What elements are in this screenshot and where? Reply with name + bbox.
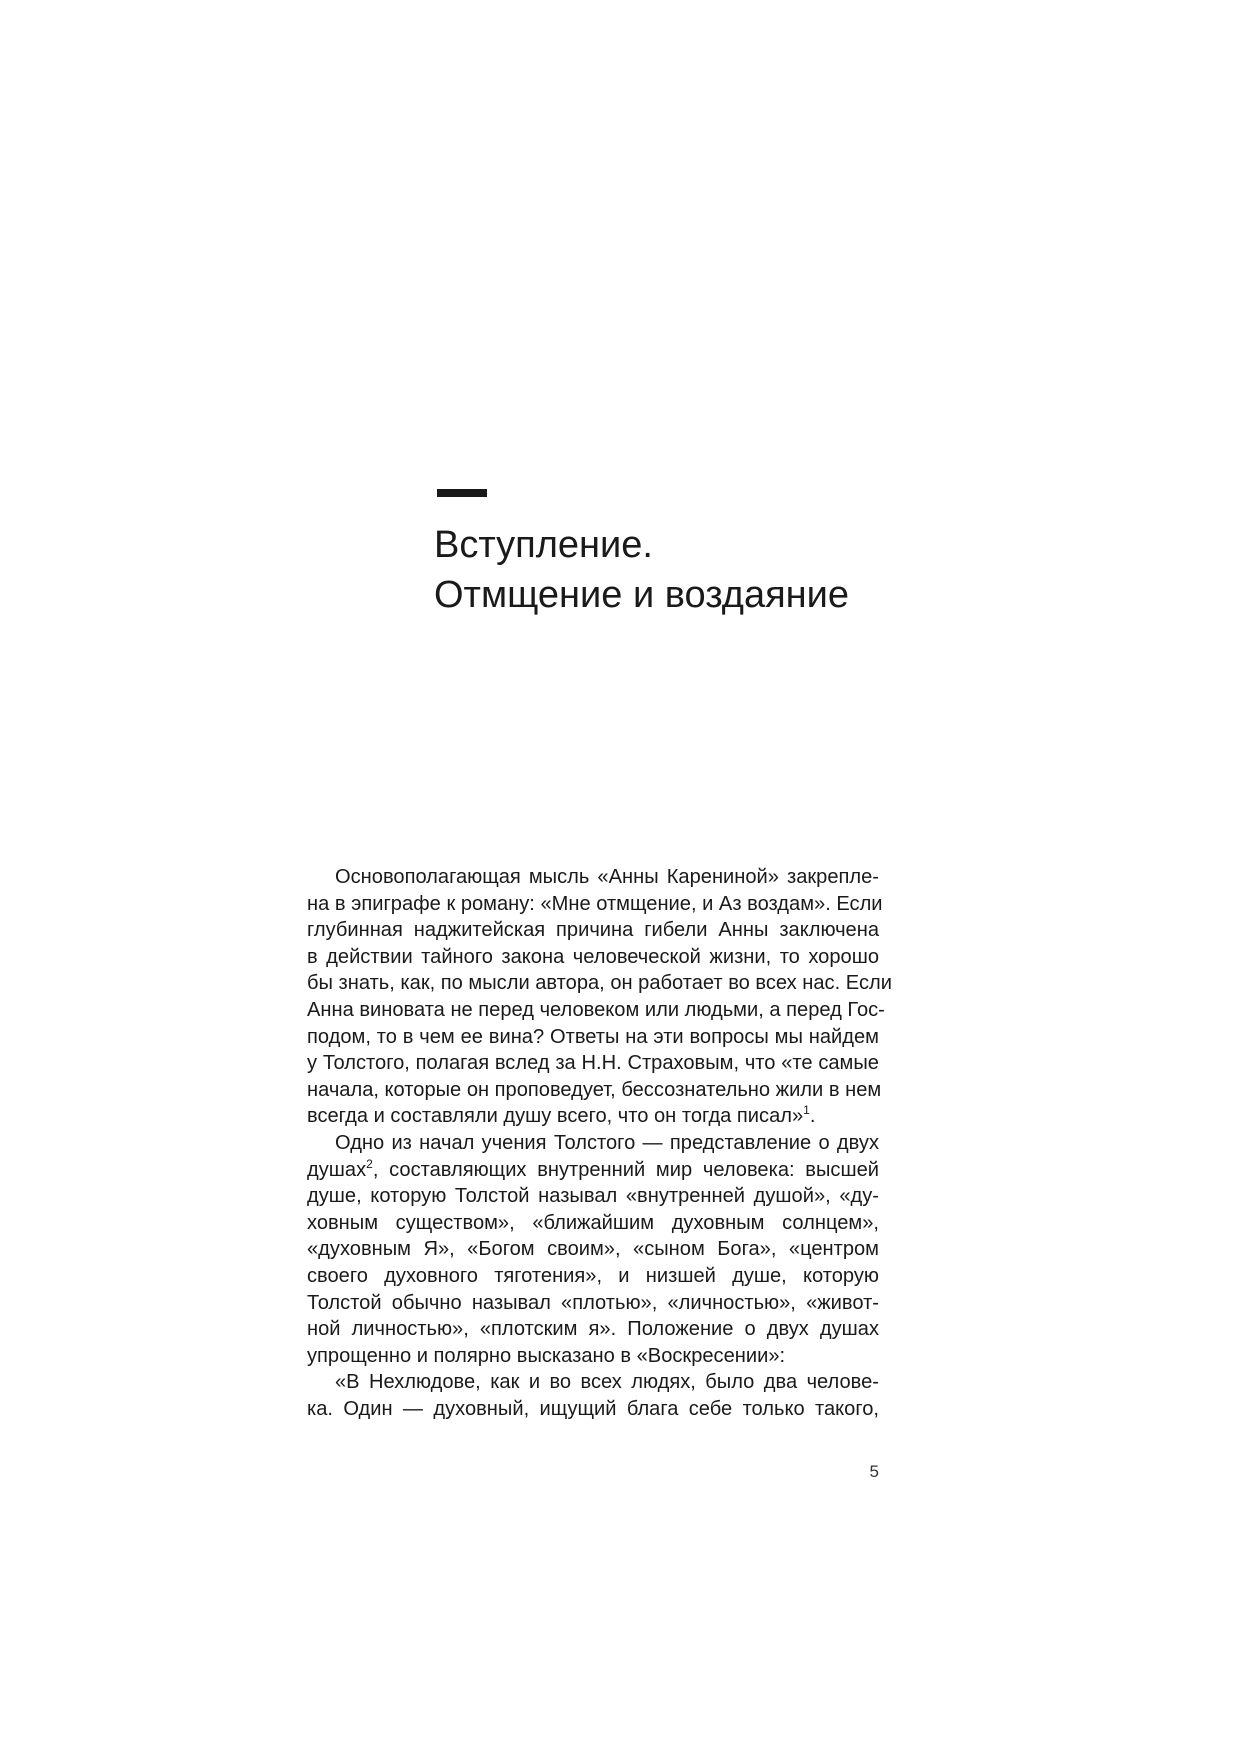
paragraph-1 (307, 864, 892, 1130)
chapter-title (434, 520, 849, 620)
text-line-tail: , составляющих внутренний мир человека: высшей (372, 1158, 879, 1181)
text-line: подом, то в чем ее вина? Ответы на эти вопросы мы найдем (307, 1025, 879, 1048)
text-line: начала, которые он проповедует, бессознательно жили в нем (307, 1078, 882, 1101)
page-number: 5 (869, 1462, 879, 1481)
chapter-title-rule (437, 489, 487, 497)
text-line: глубинная наджитейская причина гибели Анны заключена (307, 919, 879, 942)
body-text (307, 864, 892, 1422)
text-line: упрощенно и полярно высказано в «Воскресении»: (307, 1344, 786, 1367)
text-line: ка. Один — духовный, ищущий блага себе только такого, (307, 1397, 879, 1420)
paragraph-3 (307, 1369, 879, 1422)
text-line-content: душах (307, 1158, 367, 1181)
text-line (307, 1103, 879, 1130)
text-line: душе, которую Толстой называл «внутренней душой», «ду- (307, 1185, 879, 1208)
footnote-marker-2: 2 (366, 1156, 373, 1171)
text-line: бы знать, как, по мысли автора, он работает во всех нас. Если (307, 972, 892, 995)
text-line: Толстой обычно называл «плотью», «личностью», «живот- (307, 1291, 879, 1314)
text-line: Основополагающая мысль «Анны Карениной» закрепле- (335, 866, 879, 888)
text-line: ной личностью», «плотским я». Положение о двух душах (307, 1318, 879, 1341)
text-line: Анна виновата не перед человеком или людьми, а перед Гос- (307, 998, 885, 1021)
text-line: у Толстого, полагая вслед за Н.Н. Страховым, что «те самые (307, 1052, 879, 1075)
text-line: Одно из начал учения Толстого — представление о двух (335, 1131, 879, 1154)
text-line-tail: . (809, 1105, 816, 1128)
text-line: своего духовного тяготения», и низшей душе, которую (307, 1264, 879, 1287)
text-line: «духовным Я», «Богом своим», «сыном Бога», «центром (307, 1238, 879, 1261)
text-line: в действии тайного закона человеческой жизни, то хорошо (307, 945, 879, 968)
text-line-content: всегда и составляли душу всего, что он тогда писал» (307, 1105, 804, 1128)
text-line: на в эпиграфе к роману: «Мне отмщение, и Аз воздам». Если (307, 892, 883, 915)
text-line: «В Нехлюдове, как и во всех людях, было два челове- (335, 1371, 879, 1394)
chapter-title-line-2: Отмщение и воздаяние (434, 574, 850, 616)
footnote-marker-1: 1 (803, 1103, 810, 1118)
text-line (307, 1157, 879, 1184)
chapter-title-line-1: Вступление. (434, 524, 653, 566)
text-line: ховным существом», «ближайшим духовным солнцем», (307, 1211, 879, 1234)
paragraph-2 (307, 1130, 879, 1369)
